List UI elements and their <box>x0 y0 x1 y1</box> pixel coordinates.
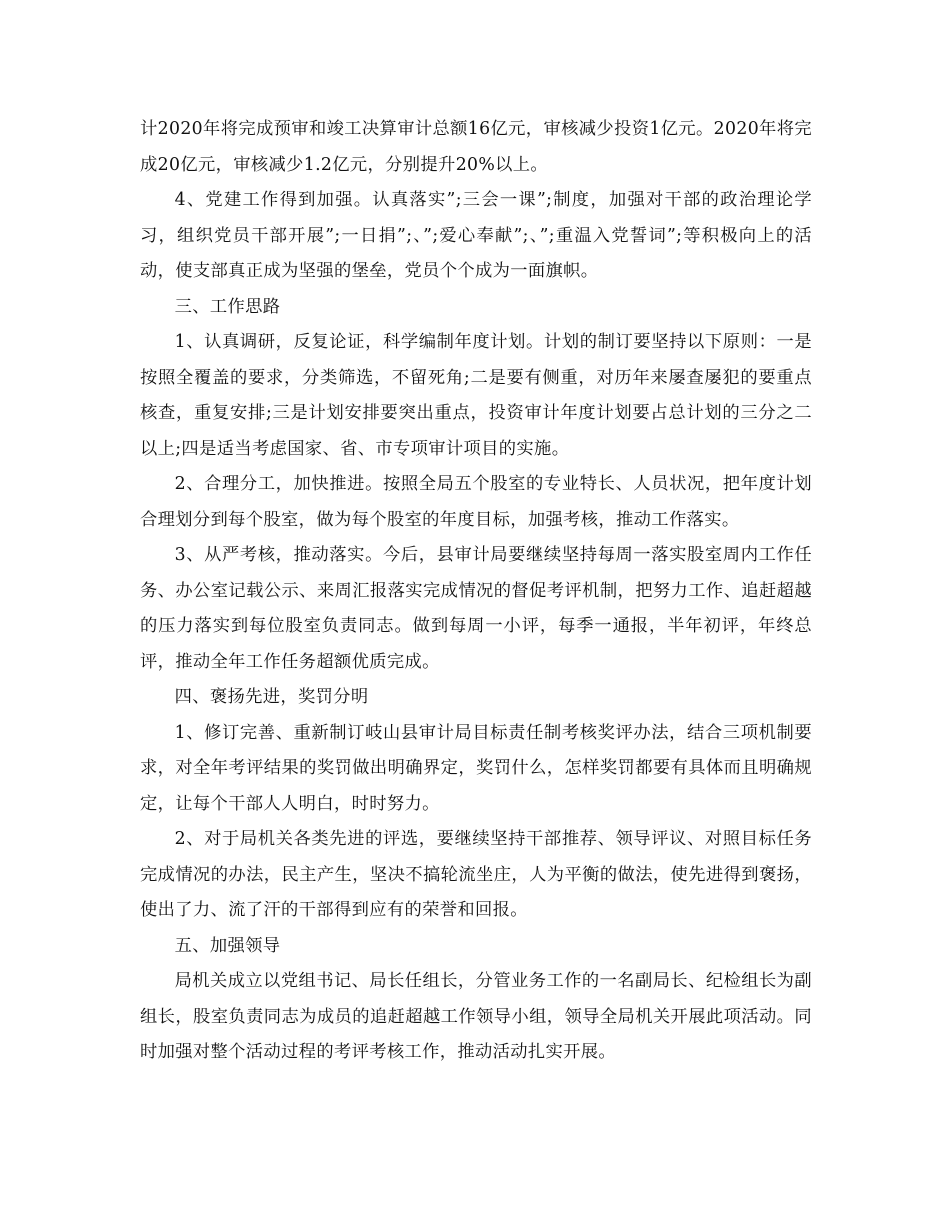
paragraph-5: 2、合理分工，加快推进。按照全局五个股室的专业特长、人员状况，把年度计划合理划分到每个股室，做为每个股室的年度目标，加强考核，推动工作落实。 <box>140 474 812 530</box>
section-heading-4: 四、褒扬先进，奖罚分明 <box>174 687 369 707</box>
paragraph-4: 1、认真调研，反复论证，科学编制年度计划。计划的制订要坚持以下原则：一是按照全覆盖的要求，分类筛选，不留死角;二是要有侧重，对历年来屡查屡犯的要重点核查，重复安排;三是计划安排要突出重点，投资审计年度计划要占总计划的三分之二以上;四是适当考虑国家、省、市专项审计项目的实施。 <box>140 332 812 459</box>
document-body <box>140 112 812 1071</box>
paragraph-8: 1、修订完善、重新制订岐山县审计局目标责任制考核奖评办法，结合三项机制要求，对全年考评结果的奖罚做出明确界定，奖罚什么，怎样奖罚都要有具体而且明确规定，让每个干部人人明白，时时努力。 <box>140 722 812 814</box>
paragraph-1: 计2020年将完成预审和竣工决算审计总额16亿元，审核减少投资1亿元。2020年将完成20亿元，审核减少1.2亿元，分别提升20%以上。 <box>140 119 812 175</box>
paragraph-6: 3、从严考核，推动落实。今后，县审计局要继续坚持每周一落实股室周内工作任务、办公室记载公示、来周汇报落实完成情况的督促考评机制，把努力工作、追赶超越的压力落实到每位股室负责同志。做到每周一小评，每季一通报，半年初评，年终总评，推动全年工作任务超额优质完成。 <box>140 545 812 672</box>
section-heading-5: 五、加强领导 <box>174 935 281 956</box>
paragraph-11: 局机关成立以党组书记、局长任组长，分管业务工作的一名副局长、纪检组长为副组长，股室负责同志为成员的追赶超越工作领导小组，领导全局机关开展此项活动。同时加强对整个活动过程的考评考核工作，推动活动扎实开展。 <box>140 971 812 1062</box>
paragraph-2: 4、党建工作得到加强。认真落实”;三会一课”;制度，加强对干部的政治理论学习，组织党员干部开展”;一日捐”;、”;爱心奉献”;、”;重温入党誓词”;等积极向上的活动，使支部真正成为坚强的堡垒，党员个个成为一面旗帜。 <box>140 190 812 281</box>
section-heading-3: 三、工作思路 <box>174 296 281 317</box>
paragraph-9: 2、对于局机关各类先进的评选，要继续坚持干部推荐、领导评议、对照目标任务完成情况的办法，民主产生，坚决不搞轮流坐庄，人为平衡的做法，使先进得到褒扬，使出了力、流了汗的干部得到应有的荣誉和回报。 <box>140 829 812 920</box>
